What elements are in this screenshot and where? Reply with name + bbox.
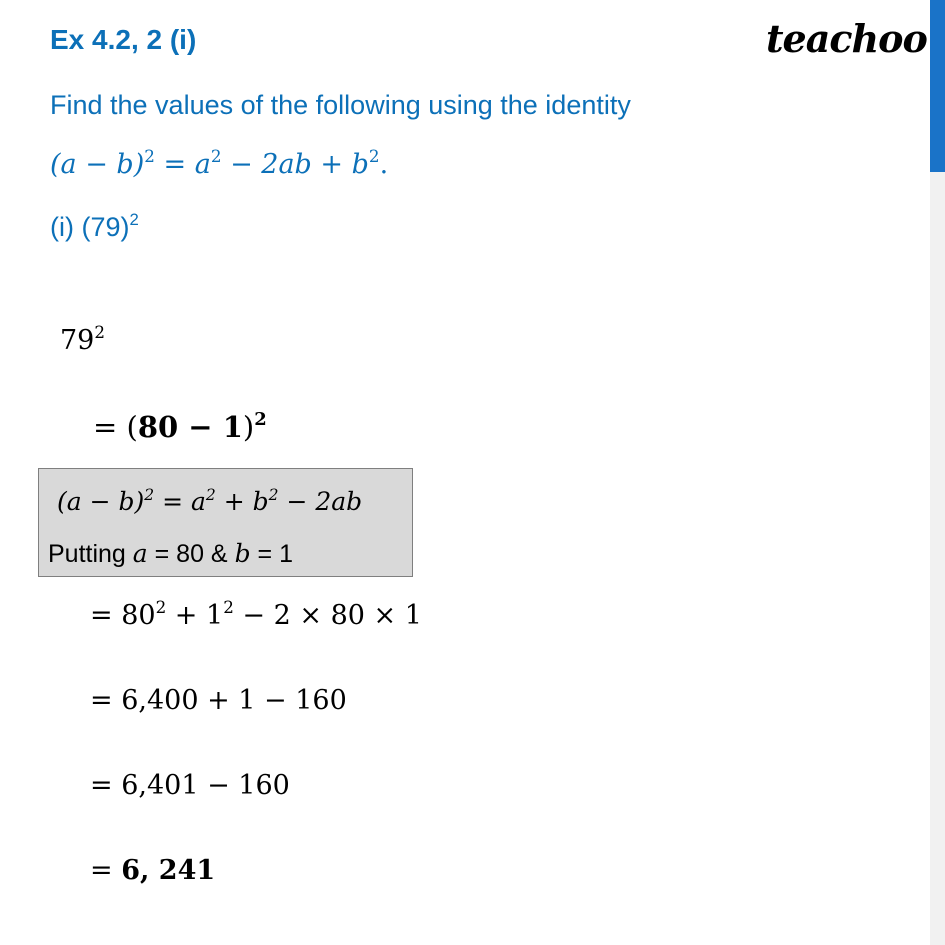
solution-step-4: = 6,401 − 160 xyxy=(90,770,290,801)
step1-prefix: = ( xyxy=(93,410,138,444)
hint-formula-a: (a − b) xyxy=(57,487,145,516)
hint-formula-exp1: 2 xyxy=(144,485,155,504)
identity-period: . xyxy=(379,149,389,180)
hint-putting-label: Putting xyxy=(48,540,133,568)
solution-step-3: = 6,400 + 1 − 160 xyxy=(90,685,347,716)
solution-step-0 xyxy=(60,322,106,356)
teachoo-logo: teachoo xyxy=(766,16,927,61)
step2-rest: − 2 × 80 × 1 xyxy=(233,600,422,631)
question-text: Find the values of the following using the identity xyxy=(50,90,631,120)
hint-eq1: = 80 & xyxy=(147,540,235,568)
step1-close: ) xyxy=(242,410,255,444)
step2-exp2: 2 xyxy=(223,597,234,618)
part-label xyxy=(50,212,139,243)
identity-lhs: (a − b) xyxy=(50,149,145,180)
step1-exponent: 2 xyxy=(254,409,267,431)
hint-formula-b: = a xyxy=(154,487,206,516)
hint-formula-d: − 2ab xyxy=(278,487,363,516)
step0-base: 79 xyxy=(60,325,95,356)
identity-rhs-a: = a xyxy=(163,149,211,180)
hint-formula-exp2: 2 xyxy=(205,485,216,504)
step5-prefix: = xyxy=(90,855,122,886)
identity-rhs-exponent: 2 xyxy=(210,146,222,167)
hint-formula xyxy=(57,487,362,516)
hint-putting xyxy=(48,539,293,569)
part-label-text: (i) (79) xyxy=(50,212,130,242)
identity-hint-box xyxy=(38,468,413,577)
step2-mid: + 1 xyxy=(166,600,224,631)
step0-exponent: 2 xyxy=(94,322,106,343)
solution-step-5 xyxy=(90,855,215,886)
solution-step-1 xyxy=(93,410,267,444)
identity-rhs-middle: − 2ab + b xyxy=(230,149,369,180)
hint-formula-c: + b xyxy=(215,487,269,516)
final-answer: 6, 241 xyxy=(121,855,216,886)
part-label-exponent: 2 xyxy=(129,210,139,230)
scrollbar-thumb[interactable] xyxy=(930,0,945,172)
step2-exp1: 2 xyxy=(155,597,167,618)
identity-rhs-end-exponent: 2 xyxy=(368,146,380,167)
identity-formula xyxy=(50,146,389,180)
step2-prefix: = 80 xyxy=(90,600,156,631)
step1-bold: 80 − 1 xyxy=(137,410,243,444)
hint-formula-exp3: 2 xyxy=(268,485,279,504)
solution-step-2 xyxy=(90,597,422,631)
hint-var-a: a xyxy=(132,539,148,568)
identity-lhs-exponent: 2 xyxy=(144,146,155,167)
hint-eq2: = 1 xyxy=(250,540,293,568)
exercise-title: Ex 4.2, 2 (i) xyxy=(50,24,197,55)
hint-var-b: b xyxy=(234,539,251,568)
